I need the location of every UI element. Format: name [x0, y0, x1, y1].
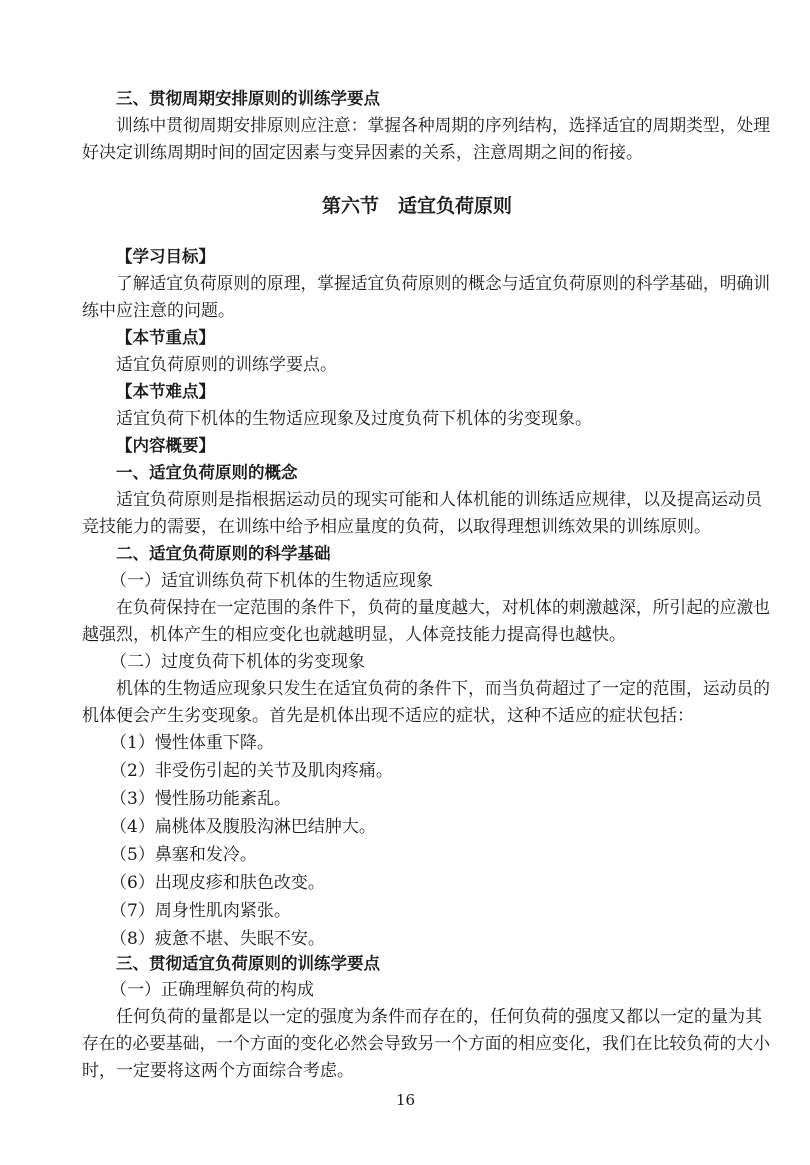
- label-heading: 【本节难点】: [116, 382, 215, 401]
- section-heading: 一、适宜负荷原则的概念: [116, 463, 298, 482]
- label-heading: 【本节重点】: [116, 328, 215, 347]
- section-heading: 三、贯彻周期安排原则的训练学要点: [116, 89, 380, 108]
- paragraph-line: 越强烈，机体产生的相应变化也就越明显，人体竞技能力提高得也越快。: [82, 625, 626, 645]
- list-item: （1）慢性体重下降。: [110, 733, 274, 753]
- label-heading: 【内容概要】: [116, 436, 215, 455]
- paragraph-line: 时，一定要将这两个方面综合考虑。: [82, 1061, 354, 1081]
- paragraph-line: 练中应注意的问题。: [82, 301, 235, 321]
- list-item: （6）出现皮疹和肤色改变。: [110, 873, 325, 893]
- paragraph-line: 好决定训练周期时间的固定因素与变异因素的关系，注意周期之间的衔接。: [82, 143, 643, 163]
- paragraph-line: 适宜负荷原则是指根据运动员的现实可能和人体机能的训练适应规律，以及提高运动员: [116, 490, 762, 510]
- paragraph-line: 了解适宜负荷原则的原理，掌握适宜负荷原则的概念与适宜负荷原则的科学基础，明确训: [116, 274, 770, 294]
- paragraph-line: 适宜负荷下机体的生物适应现象及过度负荷下机体的劣变现象。: [116, 409, 592, 429]
- list-item: （5）鼻塞和发冷。: [110, 845, 257, 865]
- subsection-heading: （一）正确理解负荷的构成: [110, 980, 314, 1000]
- paragraph-line: 竞技能力的需要，在训练中给予相应量度的负荷，以取得理想训练效果的训练原则。: [82, 517, 711, 537]
- paragraph-line: 存在的必要基础，一个方面的变化必然会导致另一个方面的相应变化，我们在比较负荷的大小: [82, 1034, 770, 1054]
- list-item: （7）周身性肌肉紧张。: [110, 901, 291, 921]
- list-item: （2）非受伤引起的关节及肌肉疼痛。: [110, 761, 393, 781]
- label-heading: 【学习目标】: [116, 247, 215, 266]
- section-heading: 三、贯彻适宜负荷原则的训练学要点: [116, 954, 380, 973]
- paragraph-line: 机体便会产生劣变现象。首先是机体出现不适应的症状，这种不适应的症状包括：: [82, 706, 694, 726]
- page-number: 16: [396, 1091, 416, 1109]
- section-heading: 二、适宜负荷原则的科学基础: [116, 544, 331, 563]
- list-item: （8）疲惫不堪、失眠不安。: [110, 929, 325, 949]
- paragraph-line: 在负荷保持在一定范围的条件下，负荷的量度越大，对机体的刺激越深，所引起的应激也: [116, 598, 770, 618]
- paragraph-line: 机体的生物适应现象只发生在适宜负荷的条件下，而当负荷超过了一定的范围，运动员的: [116, 679, 770, 699]
- section-title: 第六节 适宜负荷原则: [322, 195, 513, 217]
- paragraph-line: 任何负荷的量都是以一定的强度为条件而存在的，任何负荷的强度又都以一定的量为其: [116, 1007, 762, 1027]
- paragraph-line: 适宜负荷原则的训练学要点。: [116, 355, 337, 375]
- subsection-heading: （二）过度负荷下机体的劣变现象: [110, 652, 365, 672]
- subsection-heading: （一）适宜训练负荷下机体的生物适应现象: [110, 571, 433, 591]
- list-item: （4）扁桃体及腹股沟淋巴结肿大。: [110, 817, 376, 837]
- list-item: （3）慢性肠功能紊乱。: [110, 789, 291, 809]
- paragraph-line: 训练中贯彻周期安排原则应注意：掌握各种周期的序列结构，选择适宜的周期类型，处理: [116, 116, 770, 136]
